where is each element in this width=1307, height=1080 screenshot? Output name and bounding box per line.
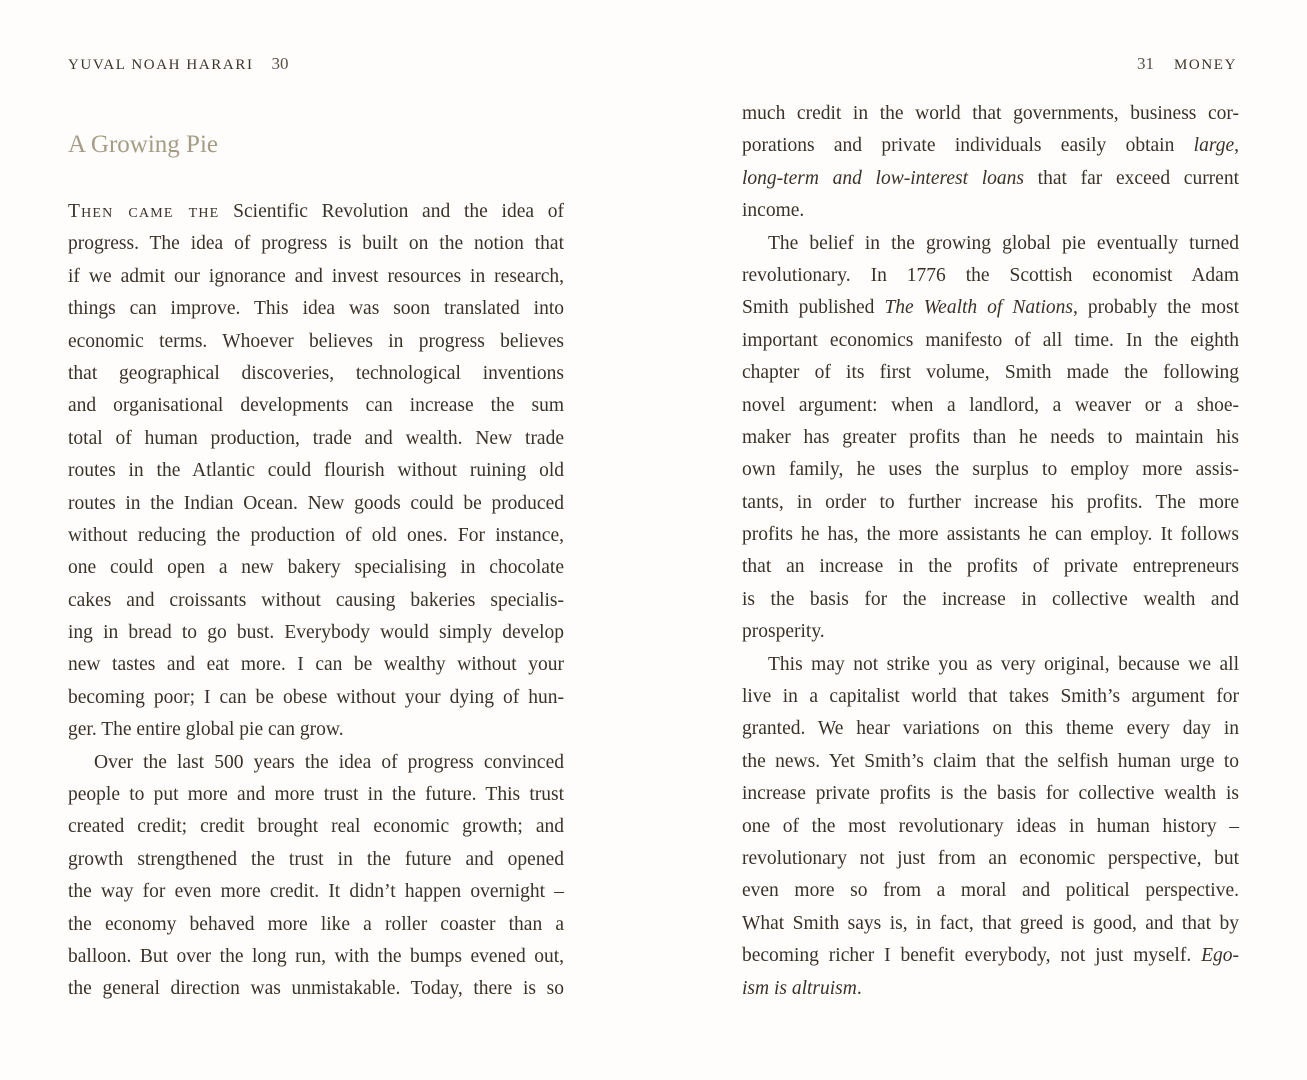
left-page [0,0,650,1080]
line-text: if we admit our ignorance and invest resources in research, [68,265,564,287]
small-caps-lead: Then came the [68,201,220,222]
text-line [68,617,564,649]
line-text: things can improve. This idea was soon translated into [68,298,564,320]
line-text: cakes and croissants without causing bakeries specialis- [68,589,564,611]
text-line [742,357,1239,389]
text-line [68,423,564,455]
left-body-text [68,196,564,1006]
line-text: Over the last 500 years the idea of progress convinced [94,751,564,773]
text-line [68,941,564,973]
line-text: total of human production, trade and wealth. New trade [68,427,564,449]
text-line [68,973,564,1005]
line-text: growth strengthened the trust in the future and opened [68,848,564,870]
text-line [68,585,564,617]
text-line [742,422,1239,454]
text-line [68,520,564,552]
text-line [742,746,1239,778]
line-text: Smith published [742,297,885,319]
line-text: is the basis for the increase in collective wealth and [742,588,1239,610]
line-text: becoming poor; I can be obese without your dying of hun- [68,686,564,708]
line-text: income. [742,200,805,222]
text-line [742,843,1239,875]
line-text: new tastes and eat more. I can be wealthy without your [68,654,564,676]
text-line [742,390,1239,422]
text-line [742,811,1239,843]
text-line [68,747,564,779]
text-line [68,228,564,260]
line-text: becoming richer I benefit everybody, not just myself. [742,945,1202,967]
right-body-text [742,98,1239,1005]
running-head-right [1137,54,1237,74]
text-line [68,779,564,811]
text-line [68,358,564,390]
text-line [742,454,1239,486]
text-line [742,98,1239,130]
italic-text: ism is altruism [742,977,857,999]
text-line [68,909,564,941]
text-line [742,713,1239,745]
line-text: chapter of its first volume, Smith made the following [742,362,1239,384]
line-text: live in a capitalist world that takes Smith’s argument for [742,686,1239,708]
text-line [742,195,1239,227]
text-line [742,616,1239,648]
line-text: economic terms. Whoever believes in progress believes [68,330,564,352]
text-line [742,519,1239,551]
text-line [68,488,564,520]
page-number-right: 31 [1137,54,1154,73]
text-line [742,908,1239,940]
line-text: revolutionary not just from an economic perspective, but [742,847,1239,869]
line-text: one could open a new bakery specialising in chocolate [68,557,564,579]
text-line [68,326,564,358]
line-text: profits he has, the more assistants he can employ. It follows [742,524,1239,546]
line-text: Scientific Revolution and the idea of [219,201,564,222]
line-text: tants, in order to further increase his profits. The more [742,491,1239,513]
line-text: created credit; credit brought real economic growth; and [68,816,564,838]
text-line [742,551,1239,583]
line-text: the way for even more credit. It didn’t happen overnight – [68,881,564,903]
line-text: even more so from a moral and political perspective. [742,880,1239,902]
line-text: that an increase in the profits of private entrepreneurs [742,556,1239,578]
line-text: progress. The idea of progress is built on the notion that [68,233,564,255]
author-name: YUVAL NOAH HARARI [68,57,254,73]
text-line [68,682,564,714]
text-line [742,778,1239,810]
right-page [650,0,1307,1080]
line-text: without reducing the production of old ones. For instance, [68,524,564,546]
line-text: that geographical discoveries, technological inventions [68,362,564,384]
text-line [68,649,564,681]
line-text: and organisational developments can increase the sum [68,395,564,417]
text-line [742,875,1239,907]
line-text: ing in bread to go bust. Everybody would simply develop [68,622,564,644]
line-text: the general direction was unmistakable. Today, there is so [68,978,564,1000]
line-text: , probably the most [1073,297,1239,319]
running-head-left [68,54,289,74]
text-line [68,455,564,487]
text-line [68,293,564,325]
italic-text: The Wealth of Nations [884,297,1074,319]
text-line [742,260,1239,292]
line-text: ger. The entire global pie can grow. [68,719,344,741]
text-line [742,292,1239,324]
text-line [742,681,1239,713]
text-line [68,196,564,228]
line-text: balloon. But over the long run, with the bumps evened out, [68,945,564,967]
text-line [68,811,564,843]
text-line [742,163,1239,195]
line-text: maker has greater profits than he needs to maintain his [742,426,1239,448]
line-text: routes in the Atlantic could flourish without ruining old [68,460,564,482]
text-line [742,228,1239,260]
text-line [742,973,1239,1005]
line-text: . [856,977,862,999]
text-line [742,487,1239,519]
text-line [742,325,1239,357]
text-line [742,649,1239,681]
line-text: increase private profits is the basis for collective wealth is [742,783,1239,805]
line-text: important economics manifesto of all time. In the eighth [742,329,1239,351]
text-line [68,552,564,584]
line-text: This may not strike you as very original, because we all [768,653,1239,675]
line-text: routes in the Indian Ocean. New goods could be produced [68,492,564,514]
line-text: much credit in the world that governments, business cor- [742,103,1239,124]
line-text: one of the most revolutionary ideas in human history – [742,815,1239,837]
line-text: porations and private individuals easily obtain [742,135,1194,157]
line-text: What Smith says is, in fact, that greed is good, and that by [742,912,1239,934]
text-line [68,390,564,422]
section-title: A Growing Pie [68,131,218,158]
italic-text: Ego- [1201,945,1239,967]
text-line [742,940,1239,972]
line-text: prosperity. [742,621,825,643]
line-text: granted. We hear variations on this theme every day in [742,718,1239,740]
line-text: that far exceed current [1023,167,1239,189]
text-line [68,844,564,876]
line-text: people to put more and more trust in the future. This trust [68,784,564,806]
line-text: novel argument: when a landlord, a weaver or a shoe- [742,394,1239,416]
line-text: The belief in the growing global pie eventually turned [768,232,1239,254]
chapter-name: MONEY [1174,57,1237,73]
text-line [68,261,564,293]
text-line [742,130,1239,162]
line-text: the economy behaved more like a roller coaster than a [68,913,564,935]
italic-text: long-term and low-interest loans [742,167,1024,189]
line-text: the news. Yet Smith’s claim that the selfish human urge to [742,750,1239,772]
text-line [742,584,1239,616]
text-line [68,876,564,908]
page-number-left: 30 [271,54,289,73]
line-text: revolutionary. In 1776 the Scottish economist Adam [742,264,1239,286]
text-line [68,714,564,746]
italic-text: large, [1193,135,1239,157]
line-text: own family, he uses the surplus to employ more assis- [742,459,1239,481]
